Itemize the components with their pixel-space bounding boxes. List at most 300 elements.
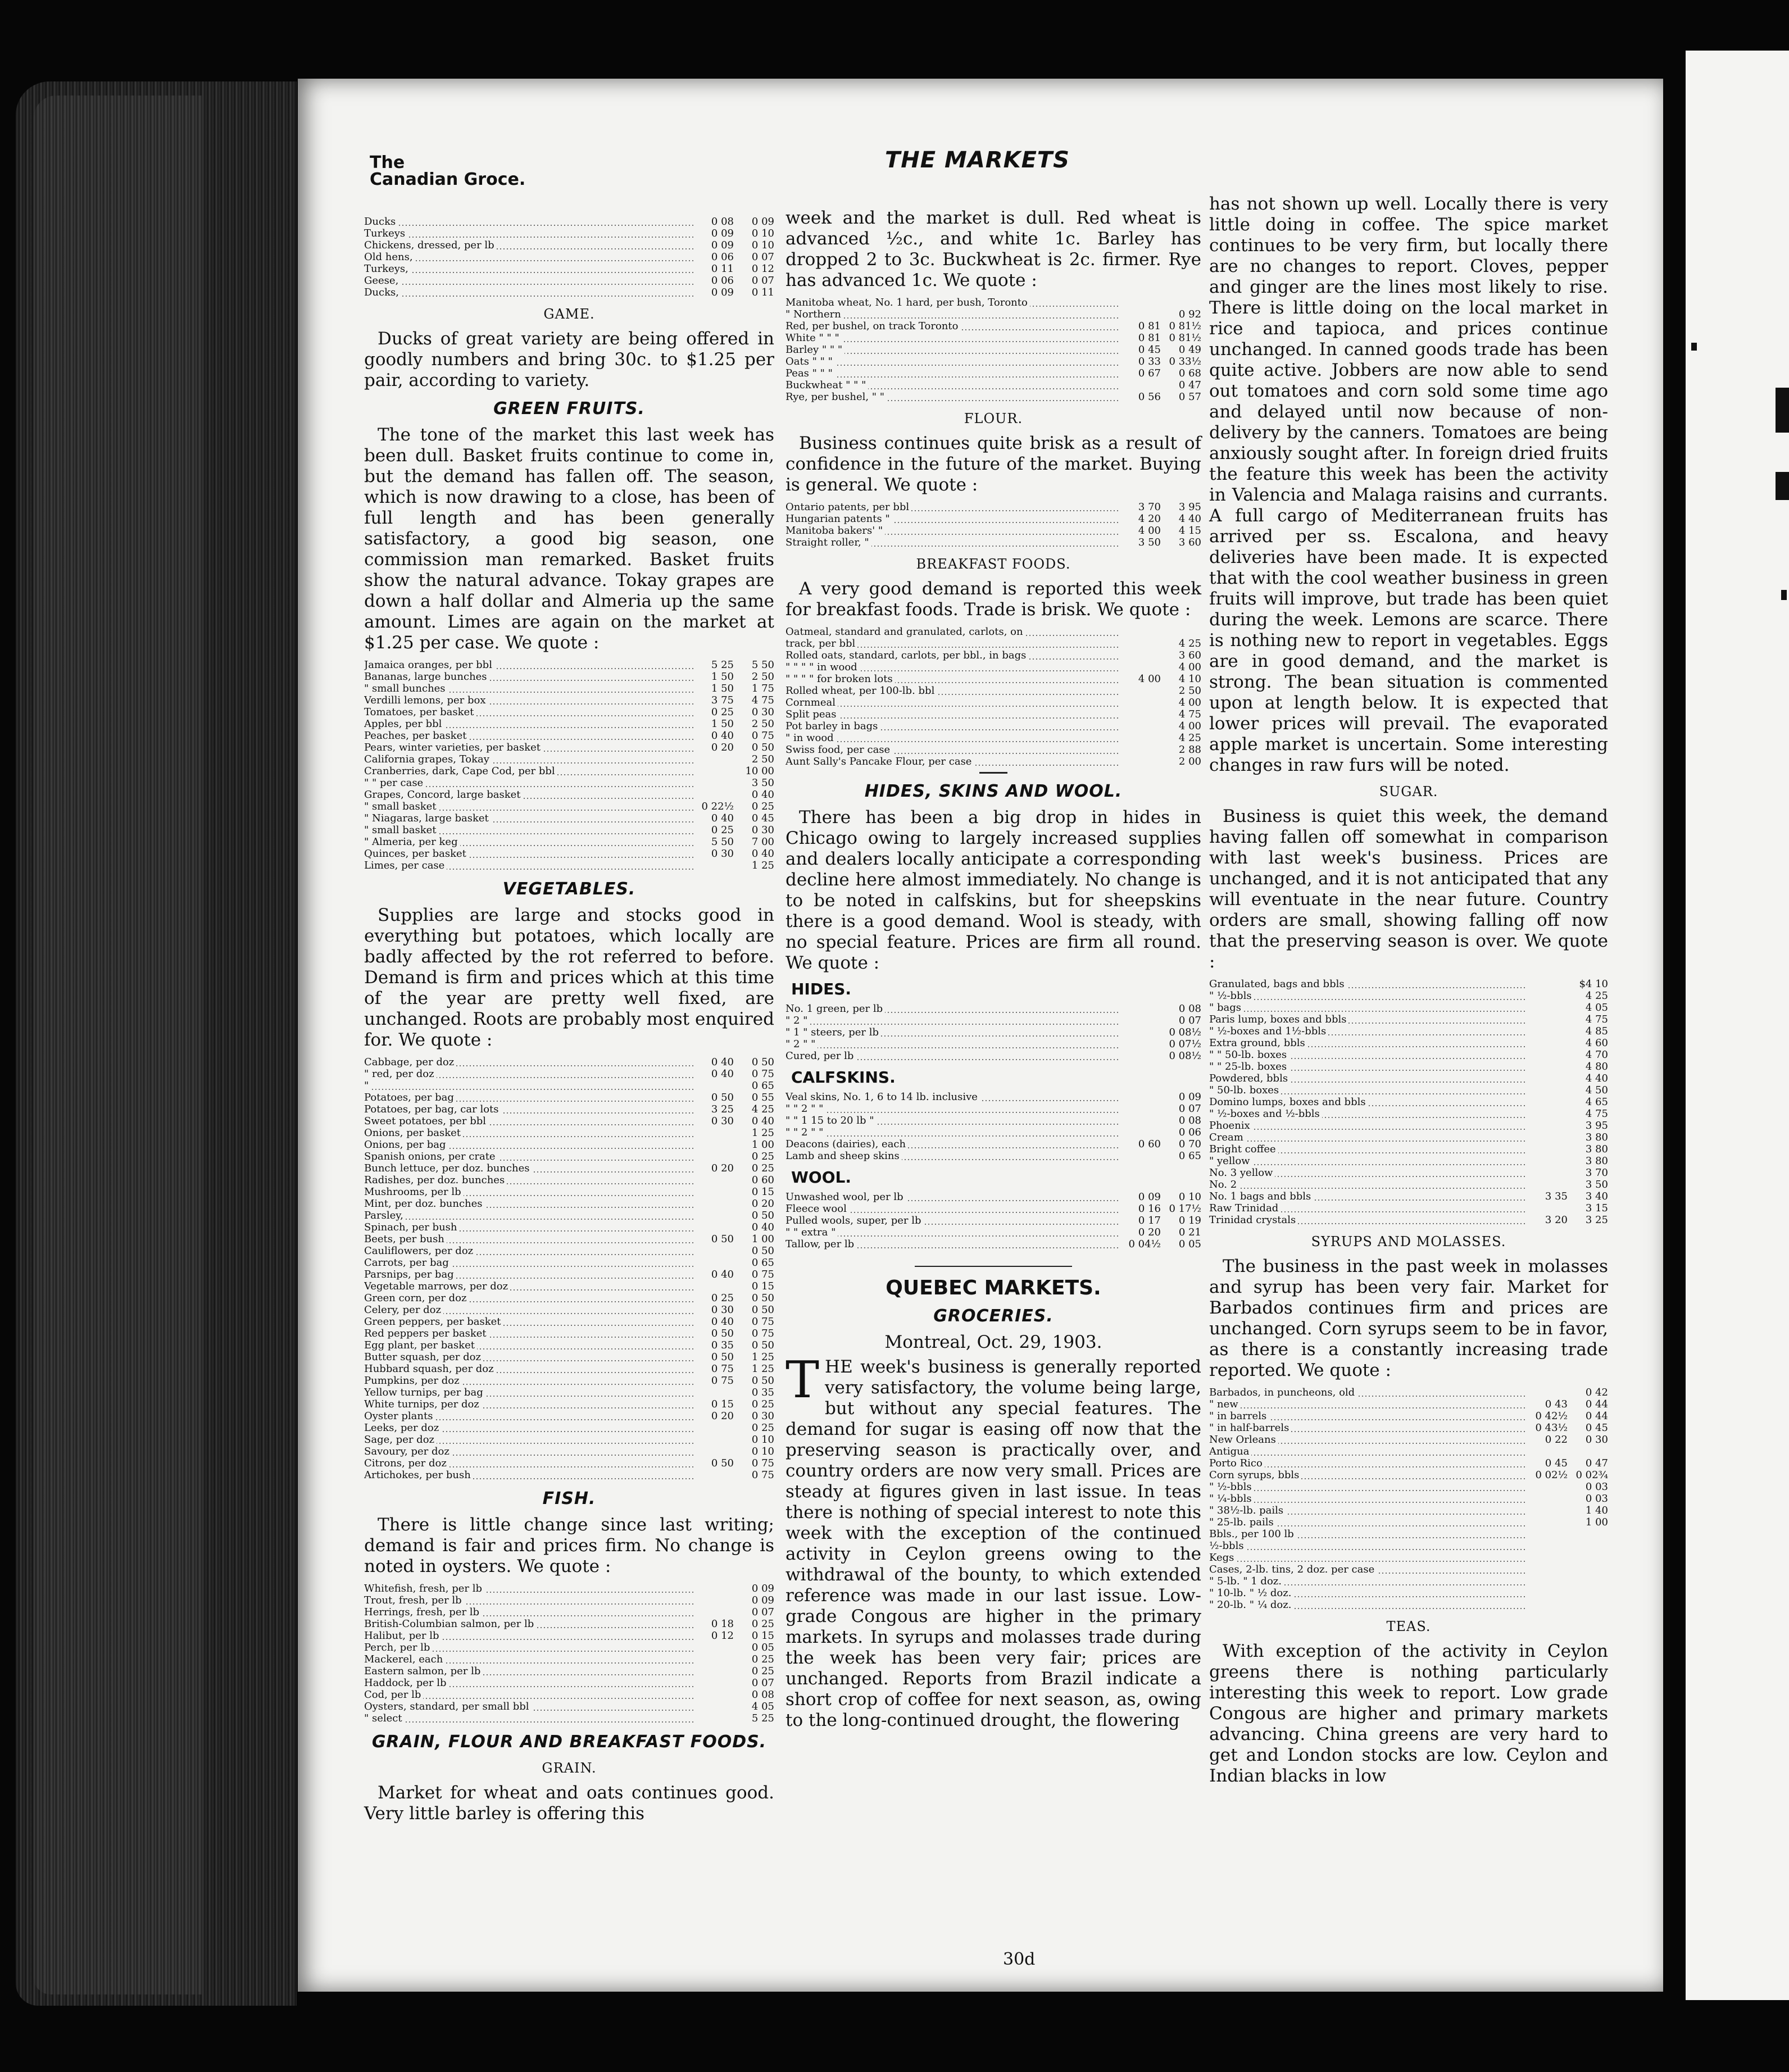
price-high: 4 00 bbox=[1178, 661, 1201, 673]
price-item: Cabbage, per doz bbox=[364, 1056, 456, 1068]
price-low: 0 75 bbox=[711, 1375, 734, 1387]
price-low: 0 30 bbox=[711, 1304, 734, 1316]
price-row bbox=[364, 1162, 774, 1174]
price-high bbox=[1568, 1528, 1608, 1540]
syrups-text: The business in the past week in molasses and syrup has been very fair. Market for Barbados continues firm and prices are unchanged. Corn syrups seem to be in favor, as there is a constantly increasing trade reported. We quote : bbox=[1209, 1256, 1608, 1380]
price-row bbox=[785, 1091, 1201, 1103]
price-item: " yellow bbox=[1209, 1155, 1252, 1167]
teas-heading: TEAS. bbox=[1386, 1619, 1431, 1634]
price-row bbox=[1209, 1599, 1608, 1611]
price-row bbox=[364, 1103, 774, 1115]
price-high: 1 00 bbox=[751, 1139, 774, 1151]
game-heading: GAME. bbox=[543, 306, 595, 322]
price-item: Green corn, per doz bbox=[364, 1292, 469, 1304]
price-high: 4 25 bbox=[1178, 638, 1201, 649]
price-high: 0 09 bbox=[751, 1583, 774, 1594]
fruits-table bbox=[364, 659, 774, 871]
price-low: 0 16 bbox=[1138, 1203, 1161, 1215]
price-item: British-Columbian salmon, per lb bbox=[364, 1618, 536, 1630]
quebec-text: HE week's business is generally reported very satisfactory, the volume being large, but without any special features. The demand for sugar is easing off now that the preserving season is practically over, and country orders are now very small. Prices are steady at figures given in last issue. In teas there is nothing of special interest to note this week with the exception of the continued activity in Ceylon greens owing to the withdrawal of the bounty, to which extended reference was made in our last issue. Low-grade Congous are higher in the primary markets. In syrups and molasses trade during the week has been very fair; prices are unchanged. Reports from Brazil indicate a short crop of coffee for next season, as, owing to the long-continued drought, the flowering bbox=[785, 1357, 1201, 1730]
price-row bbox=[364, 1316, 774, 1328]
price-high: 5 25 bbox=[751, 1712, 774, 1724]
price-low bbox=[1527, 1493, 1568, 1505]
price-item: Yellow turnips, per bag bbox=[364, 1387, 485, 1398]
price-row bbox=[785, 649, 1201, 661]
price-row bbox=[785, 1115, 1201, 1126]
price-high: 0 10 bbox=[751, 239, 774, 251]
grain-flour-heading: GRAIN, FLOUR AND BREAKFAST FOODS. bbox=[371, 1732, 767, 1752]
price-row bbox=[364, 1375, 774, 1387]
price-high: 2 50 bbox=[751, 718, 774, 730]
price-item: " bbox=[364, 1080, 371, 1092]
price-low: 3 20 bbox=[1545, 1214, 1568, 1226]
price-low: 4 20 bbox=[1138, 513, 1161, 525]
price-high: 0 25 bbox=[751, 1618, 774, 1630]
price-row bbox=[1209, 1528, 1608, 1540]
price-low: 0 50 bbox=[711, 1328, 734, 1339]
price-item: " in half-barrels bbox=[1209, 1422, 1291, 1434]
price-row bbox=[364, 1642, 774, 1653]
price-low bbox=[693, 1221, 734, 1233]
price-item: " bags bbox=[1209, 1002, 1243, 1014]
price-high: 5 50 bbox=[751, 659, 774, 671]
price-high: 4 65 bbox=[1585, 1096, 1608, 1108]
price-high: 0 81½ bbox=[1169, 332, 1201, 344]
price-low bbox=[1527, 1084, 1568, 1096]
price-row bbox=[364, 1351, 774, 1363]
price-item: Rye, per bushel, " " bbox=[785, 391, 887, 403]
price-low: 0 30 bbox=[711, 848, 734, 860]
grain-subheading: GRAIN. bbox=[542, 1760, 597, 1776]
price-item: White " " " bbox=[785, 332, 842, 344]
price-high: 0 17½ bbox=[1169, 1203, 1201, 1215]
price-low bbox=[693, 1701, 734, 1712]
price-row bbox=[1209, 1037, 1608, 1049]
price-row bbox=[364, 1606, 774, 1618]
price-row bbox=[1209, 1025, 1608, 1037]
price-item: Ducks, bbox=[364, 287, 401, 298]
price-item: Celery, per doz bbox=[364, 1304, 443, 1316]
book-page-edges bbox=[34, 96, 202, 1994]
price-row bbox=[1209, 1469, 1608, 1481]
price-row bbox=[364, 730, 774, 742]
price-row bbox=[364, 706, 774, 718]
price-low bbox=[1527, 1552, 1568, 1564]
price-high: 0 07 bbox=[1178, 1015, 1201, 1026]
price-high: 1 25 bbox=[751, 1127, 774, 1139]
price-low: 0 40 bbox=[711, 730, 734, 742]
price-high: 0 25 bbox=[751, 1665, 774, 1677]
price-low bbox=[1527, 1049, 1568, 1061]
flour-text: Business continues quite brisk as a result of confidence in the future of the market. Buying is general. We quote : bbox=[785, 433, 1201, 495]
price-row bbox=[364, 1446, 774, 1457]
wool-subheading: WOOL. bbox=[791, 1168, 851, 1187]
price-low: 0 15 bbox=[711, 1398, 734, 1410]
hides-skins-wool-heading: HIDES, SKINS AND WOOL. bbox=[864, 781, 1123, 801]
price-low bbox=[693, 1712, 734, 1724]
price-item: Leeks, per doz bbox=[364, 1422, 441, 1434]
price-item: Corn syrups, bbls bbox=[1209, 1469, 1301, 1481]
price-low: 0 42½ bbox=[1535, 1410, 1568, 1422]
price-low bbox=[1527, 1025, 1568, 1037]
price-low: 0 20 bbox=[711, 1162, 734, 1174]
price-row bbox=[1209, 1073, 1608, 1084]
price-row bbox=[785, 708, 1201, 720]
price-high: 4 75 bbox=[1585, 1108, 1608, 1120]
price-low bbox=[1527, 1528, 1568, 1540]
price-high: 3 60 bbox=[1178, 537, 1201, 548]
price-low bbox=[1527, 1516, 1568, 1528]
price-low bbox=[693, 1689, 734, 1701]
price-row bbox=[1209, 1143, 1608, 1155]
price-item: Aunt Sally's Pancake Flour, per case bbox=[785, 756, 974, 767]
price-item: " " extra " bbox=[785, 1226, 838, 1238]
price-high: 0 65 bbox=[751, 1080, 774, 1092]
price-high: 1 75 bbox=[751, 683, 774, 694]
price-high bbox=[1568, 1446, 1608, 1457]
price-low bbox=[1120, 1038, 1161, 1050]
price-item: Cod, per lb bbox=[364, 1689, 423, 1701]
price-row bbox=[1209, 1214, 1608, 1226]
price-low: 0 09 bbox=[1138, 1191, 1161, 1203]
price-high bbox=[1161, 297, 1201, 308]
price-row bbox=[1209, 1084, 1608, 1096]
flour-table bbox=[785, 501, 1201, 548]
green-fruits-heading: GREEN FRUITS. bbox=[493, 399, 645, 419]
price-high: 4 50 bbox=[1585, 1084, 1608, 1096]
price-low bbox=[693, 1174, 734, 1186]
price-item: Cases, 2-lb. tins, 2 doz. per case bbox=[1209, 1564, 1377, 1575]
price-row bbox=[364, 1174, 774, 1186]
price-row bbox=[1209, 1108, 1608, 1120]
price-high: 3 80 bbox=[1585, 1132, 1608, 1143]
teas-text: With exception of the activity in Ceylon greens there is nothing particularly interesting this week to report. Low grade Congous are higher and primary markets advancing. China greens are very hard to get and London stocks are low. Ceylon and Indian blacks in low bbox=[1209, 1641, 1608, 1786]
price-low: 0 40 bbox=[711, 1269, 734, 1280]
price-low: 3 75 bbox=[711, 694, 734, 706]
price-high: 0 33½ bbox=[1169, 356, 1201, 367]
price-low: 0 20 bbox=[1138, 1226, 1161, 1238]
price-item: No. 1 green, per lb bbox=[785, 1003, 885, 1015]
price-high: 0 75 bbox=[751, 1316, 774, 1328]
price-low bbox=[1527, 1120, 1568, 1132]
breakfast-foods-table bbox=[785, 626, 1201, 767]
price-row bbox=[785, 513, 1201, 525]
price-item: Beets, per bush bbox=[364, 1233, 447, 1245]
price-low bbox=[693, 1642, 734, 1653]
groceries-heading: GROCERIES. bbox=[933, 1306, 1054, 1326]
price-row bbox=[1209, 1132, 1608, 1143]
price-item: " 2 " " bbox=[785, 1038, 818, 1050]
price-high: 0 11 bbox=[751, 287, 774, 298]
price-low bbox=[693, 1665, 734, 1677]
price-item: " ½-bbls bbox=[1209, 1481, 1254, 1493]
price-item: Radishes, per doz. bunches bbox=[364, 1174, 507, 1186]
price-row bbox=[785, 308, 1201, 320]
wool-table bbox=[785, 1191, 1201, 1250]
price-item: Rolled oats, standard, carlots, per bbl., in bags bbox=[785, 649, 1028, 661]
price-row bbox=[1209, 1179, 1608, 1191]
price-item: " ½-boxes and ½-bbls bbox=[1209, 1108, 1322, 1120]
fish-table bbox=[364, 1583, 774, 1724]
price-high: 0 25 bbox=[751, 1398, 774, 1410]
price-low bbox=[1527, 1167, 1568, 1179]
price-row bbox=[785, 732, 1201, 744]
price-row bbox=[364, 1304, 774, 1316]
price-item: Hubbard squash, per doz bbox=[364, 1363, 496, 1375]
price-item: Granulated, bags and bbls bbox=[1209, 978, 1347, 990]
price-high: 4 75 bbox=[1178, 708, 1201, 720]
price-high: 0 25 bbox=[751, 801, 774, 812]
price-item: No. 1 bags and bbls bbox=[1209, 1191, 1313, 1202]
hides-text: There has been a big drop in hides in Chicago owing to largely increased supplies and dealers locally anticipate a corresponding decline here almost immediately. No change is to be noted in calfskins, but for sheepskins there is a good demand. Wool is steady, with no special feature. Prices are firm all round. We quote : bbox=[785, 807, 1201, 973]
price-high bbox=[1568, 1599, 1608, 1611]
price-low bbox=[1527, 1002, 1568, 1014]
price-item: Bunch lettuce, per doz. bunches bbox=[364, 1162, 532, 1174]
column-1 bbox=[364, 213, 774, 1830]
price-low: 0 20 bbox=[711, 742, 734, 753]
poultry-table bbox=[364, 216, 774, 298]
price-row bbox=[1209, 978, 1608, 990]
price-item: " " " " for broken lots bbox=[785, 673, 895, 685]
price-row bbox=[1209, 1061, 1608, 1073]
price-item: Artichokes, per bush bbox=[364, 1469, 473, 1481]
price-high: 7 00 bbox=[751, 836, 774, 848]
price-row bbox=[364, 1233, 774, 1245]
price-low: 0 06 bbox=[711, 275, 734, 287]
price-high: 4 40 bbox=[1585, 1073, 1608, 1084]
price-row bbox=[1209, 1552, 1608, 1564]
price-item: Pulled wools, super, per lb bbox=[785, 1215, 924, 1226]
price-item: " Almeria, per keg bbox=[364, 836, 460, 848]
price-row bbox=[364, 1269, 774, 1280]
price-row bbox=[364, 1410, 774, 1422]
price-row bbox=[364, 753, 774, 765]
price-low bbox=[1527, 1599, 1568, 1611]
price-low: 0 60 bbox=[1138, 1138, 1161, 1150]
price-low: 4 00 bbox=[1138, 525, 1161, 537]
price-item: " " 2 " " bbox=[785, 1126, 825, 1138]
price-high: 0 68 bbox=[1178, 367, 1201, 379]
price-row bbox=[785, 356, 1201, 367]
price-item: Straight roller, " bbox=[785, 537, 871, 548]
sugar-table bbox=[1209, 978, 1608, 1226]
price-low bbox=[1120, 708, 1161, 720]
price-row bbox=[364, 287, 774, 298]
price-low bbox=[1527, 1037, 1568, 1049]
price-low bbox=[1527, 1587, 1568, 1599]
price-low: 0 22 bbox=[1545, 1434, 1568, 1446]
price-row bbox=[364, 216, 774, 228]
price-high: $4 10 bbox=[1579, 978, 1608, 990]
price-high: 0 20 bbox=[751, 1198, 774, 1210]
price-item: Chickens, dressed, per lb bbox=[364, 239, 497, 251]
price-low bbox=[693, 1139, 734, 1151]
grain-table bbox=[785, 297, 1201, 403]
price-low: 0 33 bbox=[1138, 356, 1161, 367]
sugar-text: Business is quiet this week, the demand having fallen off somewhat in comparison with last week's business. Prices are unchanged, and it is not anticipated that any will eventuate in the near future. Country orders are small, showing falling off now that the preserving season is over. We quote : bbox=[1209, 806, 1608, 972]
price-row bbox=[1209, 1096, 1608, 1108]
price-low bbox=[1120, 661, 1161, 673]
dateline: Montreal, Oct. 29, 1903. bbox=[884, 1332, 1102, 1352]
grain-text: Market for wheat and oats continues good. Very little barley is offering this bbox=[364, 1783, 774, 1824]
price-item: Manitoba wheat, No. 1 hard, per bush, Toronto bbox=[785, 297, 1030, 308]
price-high: 0 07½ bbox=[1169, 1038, 1201, 1050]
price-item: Parsnips, per bag bbox=[364, 1269, 456, 1280]
price-high: 0 03 bbox=[1585, 1493, 1608, 1505]
price-low bbox=[693, 1387, 734, 1398]
price-row bbox=[364, 1363, 774, 1375]
price-item: Ontario patents, per bbl bbox=[785, 501, 911, 513]
price-low: 0 56 bbox=[1138, 391, 1161, 403]
price-item: Quinces, per basket bbox=[364, 848, 469, 860]
price-row bbox=[785, 685, 1201, 697]
price-row bbox=[364, 1139, 774, 1151]
price-low bbox=[1120, 744, 1161, 756]
price-item: Fleece wool bbox=[785, 1203, 849, 1215]
price-item: Tomatoes, per basket bbox=[364, 706, 476, 718]
price-row bbox=[364, 718, 774, 730]
price-low bbox=[1120, 1026, 1161, 1038]
price-low: 0 17 bbox=[1138, 1215, 1161, 1226]
price-row bbox=[785, 320, 1201, 332]
price-row bbox=[364, 275, 774, 287]
price-high: 1 40 bbox=[1585, 1505, 1608, 1516]
price-row bbox=[364, 1677, 774, 1689]
price-item: Cranberries, dark, Cape Cod, per bbl bbox=[364, 765, 557, 777]
price-item: Egg plant, per basket bbox=[364, 1339, 477, 1351]
price-high: 0 75 bbox=[751, 1328, 774, 1339]
price-low: 3 25 bbox=[711, 1103, 734, 1115]
price-item: " " 50-lb. boxes bbox=[1209, 1049, 1289, 1061]
price-item: Rolled wheat, per 100-lb. bbl bbox=[785, 685, 937, 697]
price-low bbox=[1527, 1564, 1568, 1575]
price-item: Veal skins, No. 1, 6 to 14 lb. inclusive bbox=[785, 1091, 980, 1103]
price-high: 0 57 bbox=[1178, 391, 1201, 403]
price-low: 0 09 bbox=[711, 239, 734, 251]
price-item: " 2 " bbox=[785, 1015, 810, 1026]
price-high: 0 44 bbox=[1585, 1410, 1608, 1422]
price-row bbox=[785, 1203, 1201, 1215]
price-item: Perch, per lb bbox=[364, 1642, 432, 1653]
price-item: Pot barley in bags bbox=[785, 720, 880, 732]
price-high: 3 80 bbox=[1585, 1155, 1608, 1167]
price-item: Hungarian patents " bbox=[785, 513, 892, 525]
vegetables-heading: VEGETABLES. bbox=[502, 879, 636, 899]
price-high: 3 50 bbox=[751, 777, 774, 789]
price-item: Limes, per case bbox=[364, 860, 447, 871]
price-row bbox=[785, 697, 1201, 708]
price-item: Swiss food, per case bbox=[785, 744, 892, 756]
price-high: 0 15 bbox=[751, 1186, 774, 1198]
price-high: 0 10 bbox=[1178, 1191, 1201, 1203]
price-item: " new bbox=[1209, 1398, 1241, 1410]
price-row bbox=[364, 1092, 774, 1103]
price-high: 0 40 bbox=[751, 1115, 774, 1127]
price-high: 0 50 bbox=[751, 1339, 774, 1351]
price-low bbox=[1120, 626, 1161, 638]
fish-text: There is little change since last writing; demand is fair and prices firm. No change is noted in oysters. We quote : bbox=[364, 1515, 774, 1576]
price-low bbox=[1527, 990, 1568, 1002]
price-row bbox=[364, 1457, 774, 1469]
price-low: 0 04½ bbox=[1128, 1238, 1161, 1250]
price-low bbox=[1527, 1202, 1568, 1214]
price-low bbox=[1120, 308, 1161, 320]
price-high: 0 50 bbox=[751, 1210, 774, 1221]
price-low bbox=[693, 1677, 734, 1689]
price-row bbox=[364, 1422, 774, 1434]
price-low: 0 09 bbox=[711, 228, 734, 239]
price-item: Parsley, bbox=[364, 1210, 406, 1221]
price-item: Oysters, standard, per small bbl bbox=[364, 1701, 532, 1712]
price-low: 0 43 bbox=[1545, 1398, 1568, 1410]
column-2 bbox=[785, 208, 1201, 1737]
price-item: Antigua bbox=[1209, 1446, 1251, 1457]
price-row bbox=[785, 1238, 1201, 1250]
price-row bbox=[364, 683, 774, 694]
price-high: 0 30 bbox=[751, 824, 774, 836]
price-row bbox=[785, 391, 1201, 403]
price-row bbox=[785, 1191, 1201, 1203]
price-item: " red, per doz bbox=[364, 1068, 437, 1080]
price-high: 0 19 bbox=[1178, 1215, 1201, 1226]
price-row bbox=[364, 1630, 774, 1642]
price-low bbox=[693, 1151, 734, 1162]
price-row bbox=[364, 1080, 774, 1092]
price-high: 0 30 bbox=[1585, 1434, 1608, 1446]
price-row bbox=[785, 344, 1201, 356]
price-item: New Orleans bbox=[1209, 1434, 1278, 1446]
price-low bbox=[1527, 1014, 1568, 1025]
price-low bbox=[693, 753, 734, 765]
price-row bbox=[1209, 990, 1608, 1002]
price-item: " 1 " steers, per lb bbox=[785, 1026, 881, 1038]
game-text: Ducks of great variety are being offered in goodly numbers and bring 30c. to $1.25 per pair, according to variety. bbox=[364, 329, 774, 390]
price-low bbox=[693, 1434, 734, 1446]
price-high: 0 81½ bbox=[1169, 320, 1201, 332]
price-high: 0 75 bbox=[751, 1469, 774, 1481]
price-item: " " 25-lb. boxes bbox=[1209, 1061, 1289, 1073]
price-high: 3 15 bbox=[1585, 1202, 1608, 1214]
price-high: 0 42 bbox=[1585, 1387, 1608, 1398]
green-fruits-text: The tone of the market this last week has been dull. Basket fruits continue to come in, but the demand has fallen off. The season, which is now drawing to a close, has been of full length and has been generally satisfactory, a good big season, one commission man remarked. Basket fruits show the natural advance. Tokay grapes are down a half dollar and Almeria up the same amount. Limes are again on the market at $1.25 per case. We quote : bbox=[364, 425, 774, 653]
price-high: 0 50 bbox=[751, 1056, 774, 1068]
price-item: Turkeys bbox=[364, 228, 407, 239]
price-row bbox=[364, 1387, 774, 1398]
price-low bbox=[693, 1280, 734, 1292]
price-low: 0 45 bbox=[1138, 344, 1161, 356]
price-high: 0 15 bbox=[751, 1280, 774, 1292]
price-high: 0 10 bbox=[751, 1434, 774, 1446]
price-item: California grapes, Tokay bbox=[364, 753, 492, 765]
price-low: 0 25 bbox=[711, 706, 734, 718]
price-low: 0 50 bbox=[711, 1233, 734, 1245]
price-low: 0 12 bbox=[711, 1630, 734, 1642]
price-low bbox=[1527, 1108, 1568, 1120]
price-item: Savoury, per doz bbox=[364, 1446, 452, 1457]
price-row bbox=[785, 756, 1201, 767]
price-high: 4 75 bbox=[751, 694, 774, 706]
price-low bbox=[1120, 1003, 1161, 1015]
price-item: Onions, per bag bbox=[364, 1139, 448, 1151]
breakfast-foods-heading: BREAKFAST FOODS. bbox=[916, 556, 1071, 572]
price-high: 0 09 bbox=[751, 216, 774, 228]
price-high: 0 08 bbox=[1178, 1003, 1201, 1015]
vegetables-text: Supplies are large and stocks good in everything but potatoes, which locally are badly affected by the rot referred to before. Demand is firm and prices which at this time of the year are pretty well fixed, are unchanged. Roots are probably most enquired for. We quote : bbox=[364, 905, 774, 1050]
price-high: 0 75 bbox=[751, 1068, 774, 1080]
price-low bbox=[1527, 1446, 1568, 1457]
price-row bbox=[785, 1126, 1201, 1138]
price-high: 0 25 bbox=[751, 1151, 774, 1162]
